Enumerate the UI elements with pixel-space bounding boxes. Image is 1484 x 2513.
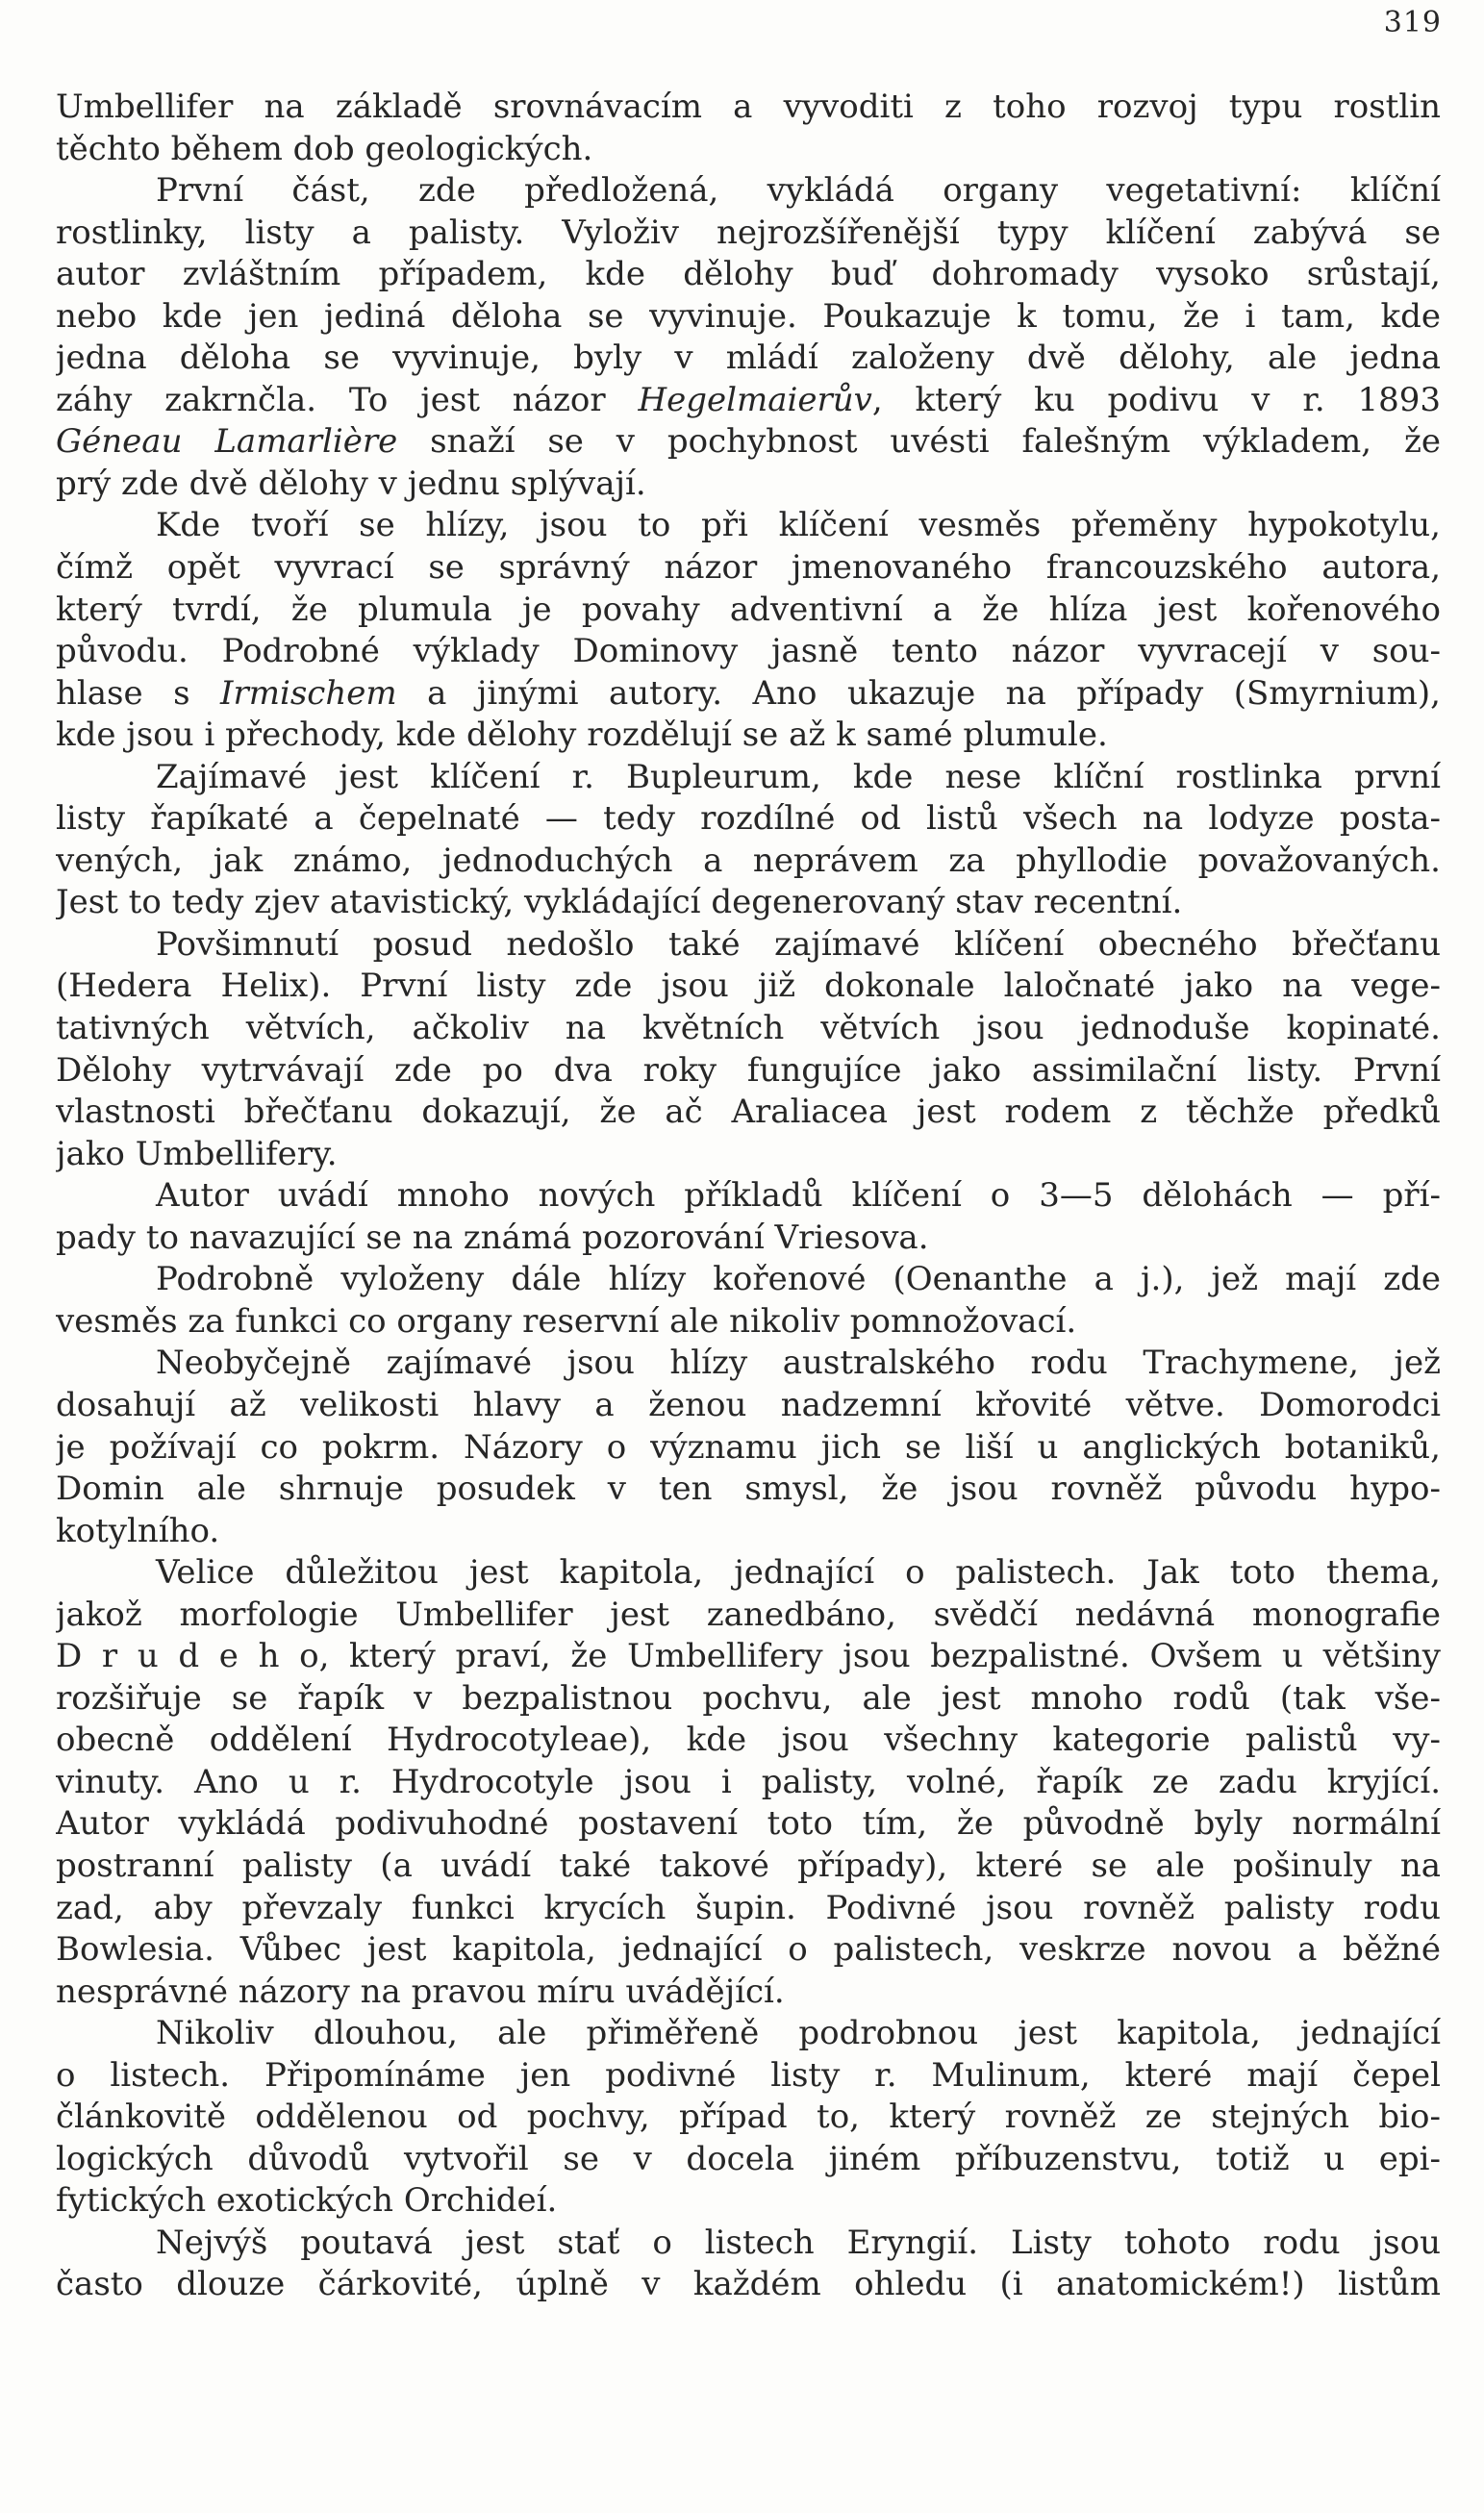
author-name-italic: Irmischem bbox=[220, 673, 397, 713]
text-line: jakož morfologie Umbellifer jest zanedbáno, svědčí nedávná monografie bbox=[56, 1595, 1441, 1634]
text-line: těchto během dob geologických. bbox=[56, 129, 593, 168]
text-line: jedna děloha se vyvinuje, byly v mládí založeny dvě dělohy, ale jedna bbox=[56, 339, 1441, 378]
text-line: obecně oddělení Hydrocotyleae), kde jsou všechny kategorie palistů vy- bbox=[56, 1721, 1441, 1760]
text-line: článkovitě oddělenou od pochvy, případ to, který rovněž ze stejných bio- bbox=[56, 2098, 1441, 2137]
text-line: jako Umbellifery. bbox=[56, 1134, 338, 1173]
text-line: Autor vykládá podivuhodné postavení toto tím, že původně byly normální bbox=[56, 1804, 1441, 1844]
author-name-italic: Hegelmaierův bbox=[638, 380, 872, 419]
text-line bbox=[56, 421, 1441, 464]
text-line: Jest to tedy zjev atavistický, vykládající degenerovaný stav recentní. bbox=[56, 883, 1183, 922]
text-line: postranní palisty (a uvádí také takové případy), které se ale pošinuly na bbox=[56, 1846, 1441, 1885]
text-segment: hlase s bbox=[56, 673, 221, 713]
text-segment: záhy zakrnčla. To jest názor bbox=[56, 380, 639, 419]
text-line: kotylního. bbox=[56, 1511, 220, 1550]
text-line: čímž opět vyvrací se správný názor jmenovaného francouzského autora, bbox=[56, 548, 1441, 588]
text-line: Umbellifer na základě srovnávacím a vyvoditi z toho rozvoj typu rostlin bbox=[56, 88, 1441, 126]
text-line: fytických exotických Orchideí. bbox=[56, 2181, 558, 2221]
text-line: vených, jak známo, jednoduchých a neprávem za phyllodie považovaných. bbox=[56, 841, 1441, 880]
text-line: Velice důležitou jest kapitola, jednající o palistech. Jak toto thema, bbox=[156, 1553, 1441, 1593]
text-line: který tvrdí, že plumula je povahy adventivní a že hlíza jest kořenového bbox=[56, 590, 1441, 629]
text-line: Podrobně vyloženy dále hlízy kořenové (Oenanthe a j.), jež mají zde bbox=[156, 1260, 1441, 1299]
text-line: vinuty. Ano u r. Hydrocotyle jsou i palisty, volné, řapík ze zadu kryjící. bbox=[56, 1762, 1441, 1801]
text-line: nesprávné názory na pravou míru uvádějící. bbox=[56, 1972, 785, 2011]
text-segment: , který ku podivu v r. 1893 bbox=[871, 380, 1441, 419]
text-line: zad, aby převzaly funkci krycích šupin. Podivné jsou rovněž palisty rodu bbox=[56, 1888, 1441, 1927]
text-line: Autor uvádí mnoho nových příkladů klíčení o 3—5 dělohách — pří- bbox=[156, 1176, 1441, 1216]
text-line: logických důvodů vytvořil se v docela jiném příbuzenstvu, totiž u epi- bbox=[56, 2139, 1441, 2178]
text-line: Dělohy vytrvávají zde po dva roky fungujíce jako assimilační listy. První bbox=[56, 1050, 1441, 1090]
text-line bbox=[56, 673, 1441, 716]
text-line: kde jsou i přechody, kde dělohy rozdělují se až k samé plumule. bbox=[56, 716, 1108, 755]
text-line: Neobyčejně zajímavé jsou hlízy australského rodu Trachymene, jež bbox=[156, 1344, 1441, 1383]
text-line: původu. Podrobné výklady Dominovy jasně tento názor vyvracejí v sou- bbox=[56, 632, 1441, 671]
text-segment: a jinými autory. Ano ukazuje na případy (Smyrnium), bbox=[396, 673, 1441, 713]
text-line: Zajímavé jest klíčení r. Bupleurum, kde nese klíční rostlinka první bbox=[156, 757, 1441, 796]
text-line: pady to navazující se na známá pozorování Vriesova. bbox=[56, 1218, 929, 1257]
text-line: často dlouze čárkovité, úplně v každém ohledu (i anatomickém!) listům bbox=[56, 2265, 1441, 2304]
text-line: listy řapíkaté a čepelnaté — tedy rozdílné od listů všech na lodyze posta- bbox=[56, 799, 1441, 839]
text-line: nebo kde jen jediná děloha se vyvinuje. Poukazuje k tomu, že i tam, kde bbox=[56, 296, 1441, 336]
text-line: Povšimnutí posud nedošlo také zajímavé klíčení obecného břečťanu bbox=[156, 924, 1441, 964]
text-line: (Hedera Helix). První listy zde jsou již dokonale laločnaté jako na vege- bbox=[56, 967, 1441, 1006]
text-line: Bowlesia. Vůbec jest kapitola, jednající o palistech, veskrze novou a běžné bbox=[56, 1930, 1441, 1970]
text-line: D r u d e h o, který praví, že Umbellifery jsou bezpalistné. Ovšem u většiny bbox=[56, 1637, 1441, 1676]
text-segment: snaží se v pochybnost uvésti falešným výkladem, že bbox=[397, 422, 1441, 462]
text-line: Nikoliv dlouhou, ale přiměřeně podrobnou jest kapitola, jednající bbox=[156, 2014, 1441, 2053]
text-line: autor zvláštním případem, kde dělohy buď dohromady vysoko srůstají, bbox=[56, 255, 1441, 294]
text-line: o listech. Připomínáme jen podivné listy r. Mulinum, které mají čepel bbox=[56, 2055, 1441, 2095]
text-line: První část, zde předložená, vykládá organy vegetativní: klíční bbox=[156, 171, 1441, 211]
text-line: rostlinky, listy a palisty. Vyloživ nejrozšířenější typy klíčení zabývá se bbox=[56, 213, 1441, 252]
text-line: dosahují až velikosti hlavy a ženou nadzemní křovité větve. Domorodci bbox=[56, 1385, 1441, 1424]
text-line: prý zde dvě dělohy v jednu splývají. bbox=[56, 464, 646, 503]
text-line: vlastnosti břečťanu dokazují, že ač Araliacea jest rodem z těchže předků bbox=[56, 1093, 1441, 1132]
text-line: je požívají co pokrm. Názory o významu jich se liší u anglických botaniků, bbox=[56, 1427, 1441, 1467]
page-number: 319 bbox=[1383, 6, 1442, 39]
author-name-italic: Géneau Lamarlière bbox=[56, 422, 398, 462]
text-line: Kde tvoří se hlízy, jsou to při klíčení vesměs přeměny hypokotylu, bbox=[156, 506, 1441, 545]
text-line: Domin ale shrnuje posudek v ten smysl, že jsou rovněž původu hypo- bbox=[56, 1470, 1441, 1509]
text-line: vesměs za funkci co organy reservní ale nikoliv pomnožovací. bbox=[56, 1301, 1077, 1341]
text-line: Nejvýš poutavá jest stať o listech Eryngií. Listy tohoto rodu jsou bbox=[156, 2223, 1441, 2262]
body-text bbox=[56, 87, 1441, 2306]
text-line: rozšiřuje se řapík v bezpalistnou pochvu, ale jest mnoho rodů (tak vše- bbox=[56, 1678, 1441, 1718]
text-line bbox=[56, 380, 1441, 422]
text-line: tativných větvích, ačkoliv na květních větvích jsou jednoduše kopinaté. bbox=[56, 1009, 1441, 1048]
